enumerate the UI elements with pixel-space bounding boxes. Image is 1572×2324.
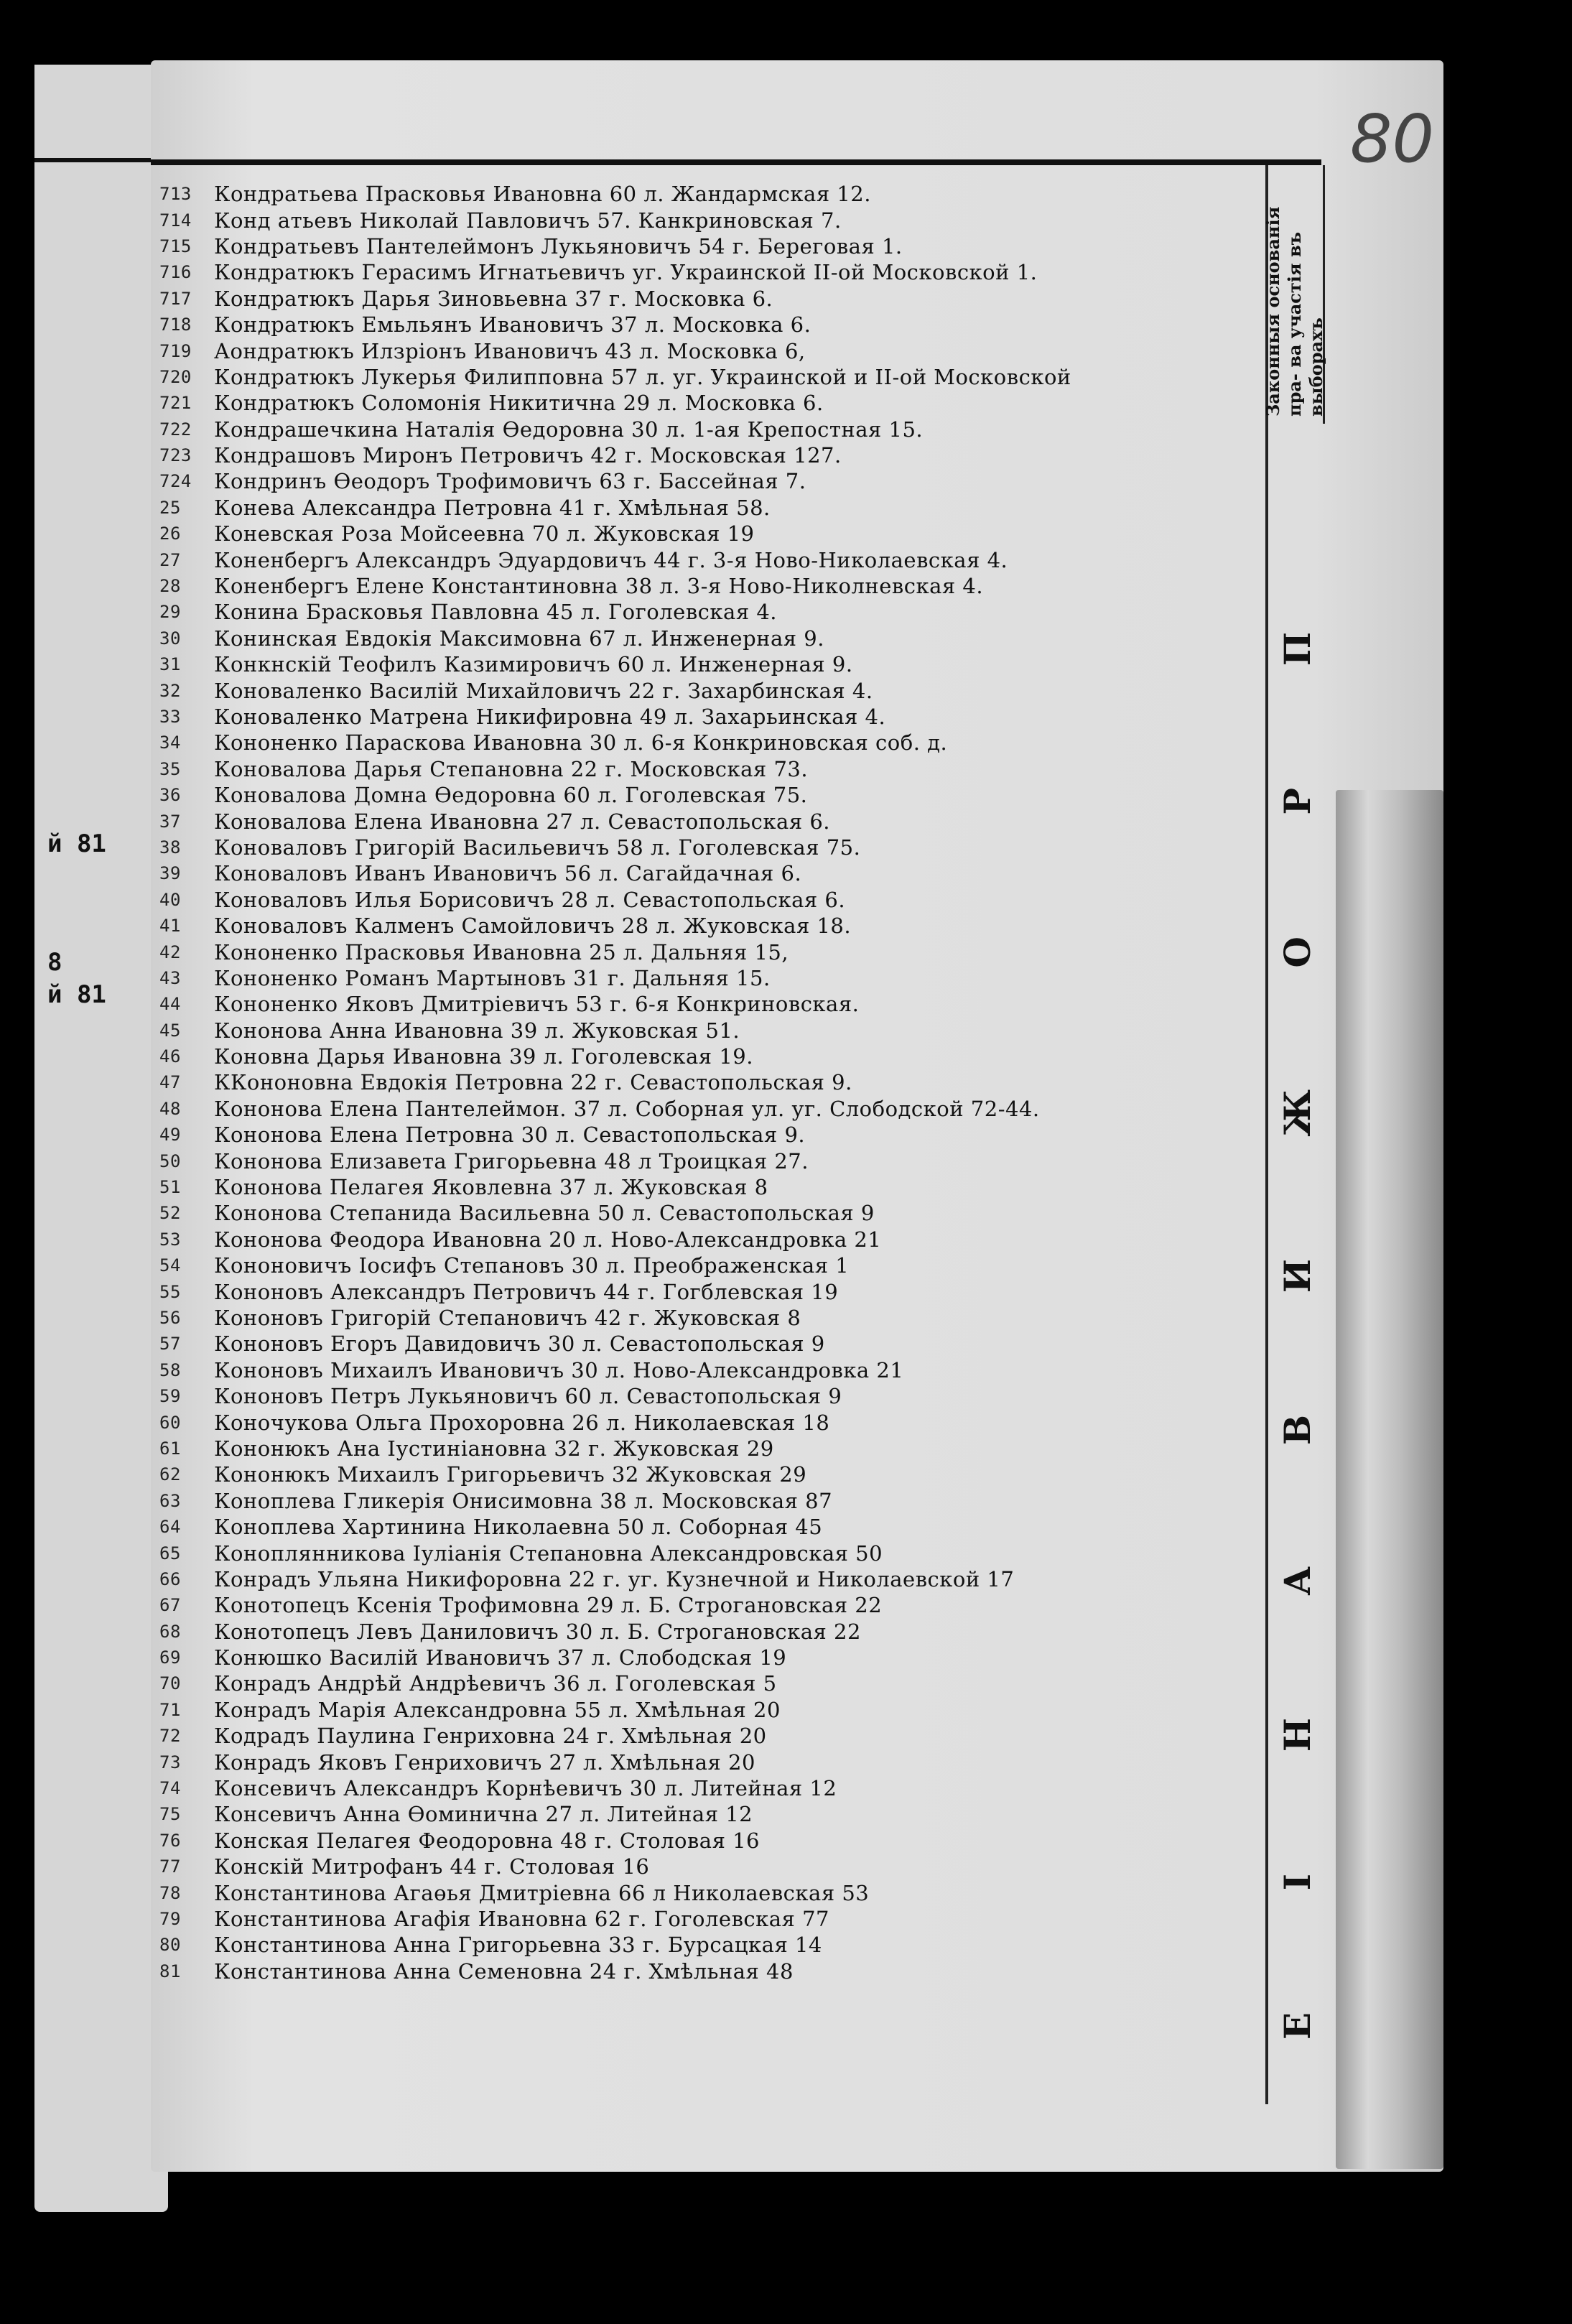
list-item: [159, 1670, 1258, 1696]
entry-text: Кононова Елена Пантелеймон. 37 л. Соборная ул. уг. Слободской 72-44.: [214, 1096, 1040, 1121]
entry-number: 75: [159, 1804, 181, 1825]
entry-text: Коноваловъ Иванъ Ивановичъ 56 л. Сагайдачная 6.: [214, 861, 802, 886]
list-item: [159, 1383, 1258, 1409]
entry-text: Коночукова Ольга Прохоровна 26 л. Николаевская 18: [214, 1410, 830, 1435]
entry-number: 70: [159, 1673, 181, 1694]
list-item: [159, 207, 1258, 233]
list-item: [159, 1566, 1258, 1592]
entry-number: 33: [159, 707, 181, 727]
ledger-list: [159, 181, 1258, 1984]
entry-text: Кононова Елизавета Григорьевна 48 л Троицкая 27.: [214, 1148, 809, 1173]
entry-number: 59: [159, 1386, 181, 1407]
entry-number: 66: [159, 1568, 181, 1589]
entry-text: Кононенко Прасковья Ивановна 25 л. Дальняя 15,: [214, 939, 789, 965]
entry-text: Коневская Роза Мойсеевна 70 л. Жуковская 19: [214, 521, 755, 547]
entry-text: Конская Пелагея Феодоровна 48 г. Столовая 16: [214, 1828, 760, 1853]
entry-number: 715: [159, 236, 192, 256]
entry-text: Коноваловъ Григорій Васильевичъ 58 л. Гоголевская 75.: [214, 835, 861, 860]
list-item: [159, 887, 1258, 913]
entry-number: 46: [159, 1046, 181, 1067]
entry-number: 43: [159, 967, 181, 988]
list-item: [159, 730, 1258, 756]
entry-text: Конрадъ Марія Александровна 55 л. Хмѣльная 20: [214, 1697, 781, 1722]
list-item: [159, 338, 1258, 363]
entry-number: 719: [159, 340, 192, 361]
entry-text: Кодрадъ Паулина Генриховна 24 г. Хмѣльная 20: [214, 1724, 767, 1749]
entry-number: 722: [159, 419, 192, 440]
list-item: [159, 1200, 1258, 1226]
list-item: [159, 835, 1258, 860]
entry-text: Константинова Анна Григорьевна 33 г. Бурсацкая 14: [214, 1933, 822, 1958]
entry-number: 58: [159, 1359, 181, 1380]
list-item: [159, 364, 1258, 390]
entry-text: Коновалова Елена Ивановна 27 л. Севастопольская 6.: [214, 809, 830, 834]
entry-number: 31: [159, 654, 181, 675]
column-title-letter: В: [1275, 1414, 1318, 1445]
entry-text: Конд атьевъ Николай Павловичъ 57. Канкриновская 7.: [214, 208, 842, 233]
entry-text: Кононенко Яковъ Дмитріевичъ 53 г. 6-я Конкриновская.: [214, 992, 860, 1017]
entry-text: Конскій Митрофанъ 44 г. Столовая 16: [214, 1854, 650, 1879]
entry-text: Кондратьевъ Пантелеймонъ Лукьяновичъ 54 г. Береговая 1.: [214, 233, 903, 259]
entry-number: 72: [159, 1726, 181, 1747]
list-item: [159, 390, 1258, 416]
column-title-letter: Е: [1275, 2012, 1318, 2040]
list-item: [159, 991, 1258, 1017]
list-item: [159, 1252, 1258, 1278]
list-item: [159, 913, 1258, 939]
entry-number: 78: [159, 1882, 181, 1903]
entry-text: Аондратюкъ Илзріонъ Ивановичъ 43 л. Московка 6,: [214, 338, 806, 363]
entry-text: Конюшко Василій Ивановичъ 37 л. Слободская 19: [214, 1645, 787, 1670]
entry-number: 80: [159, 1935, 181, 1956]
list-item: [159, 1305, 1258, 1331]
entry-number: 55: [159, 1281, 181, 1302]
entry-text: Кононовъ Михаилъ Ивановичъ 30 л. Ново-Александровка 21: [214, 1357, 904, 1382]
entry-text: Кондрашечкина Наталія Өедоровна 30 л. 1-ая Крепостная 15.: [214, 417, 924, 442]
entry-text: Консевичъ Анна Өоминична 27 л. Литейная 12: [214, 1802, 753, 1827]
entry-number: 723: [159, 445, 192, 466]
entry-text: Кононюкъ Ана Іустиніановна 32 г. Жуковская 29: [214, 1436, 774, 1461]
entry-text: Коненбергъ Елене Константиновна 38 л. 3-я Ново-Николневская 4.: [214, 574, 984, 599]
entry-number: 68: [159, 1621, 181, 1642]
entry-number: 52: [159, 1203, 181, 1224]
entry-text: Коноваленко Василій Михайловичъ 22 г. Захарбинская 4.: [214, 678, 873, 703]
entry-text: Кононовъ Александръ Петровичъ 44 г. Гогблевская 19: [214, 1279, 839, 1304]
entry-text: Кононовъ Григорій Степановичъ 42 г. Жуковская 8: [214, 1305, 801, 1330]
entry-text: Кондринъ Өеодоръ Трофимовичъ 63 г. Бассейная 7.: [214, 469, 806, 494]
entry-text: Конрадъ Ульяна Никифоровна 22 г. уг. Кузнечной и Николаевской 17: [214, 1566, 1015, 1591]
list-item: [159, 1044, 1258, 1069]
entry-number: 32: [159, 680, 181, 701]
adjacent-page-fragment: 8: [47, 948, 62, 977]
entry-number: 26: [159, 524, 181, 544]
entry-number: 36: [159, 785, 181, 806]
list-item: [159, 782, 1258, 808]
list-item: [159, 468, 1258, 494]
list-item: [159, 1488, 1258, 1514]
list-item: [159, 442, 1258, 468]
entry-number: 29: [159, 602, 181, 623]
entry-text: Кондратюкъ Емьльянъ Ивановичъ 37 л. Московка 6.: [214, 312, 811, 338]
list-item: [159, 259, 1258, 285]
entry-text: Кононенко Параскова Ивановна 30 л. 6-я Конкриновская соб. д.: [214, 730, 948, 756]
entry-number: 73: [159, 1752, 181, 1772]
entry-text: Консевичъ Александръ Корнѣевичъ 30 л. Литейная 12: [214, 1776, 837, 1801]
adjacent-page-fragment: й 81: [47, 980, 106, 1009]
column-header-text: Законныя основанія пра- ва участія въ выборахъ: [1262, 206, 1326, 417]
entry-number: 69: [159, 1647, 181, 1668]
entry-text: Кононовъ Егоръ Давидовичъ 30 л. Севастопольская 9: [214, 1331, 825, 1357]
entry-text: Коновалова Дарья Степановна 22 г. Московская 73.: [214, 756, 809, 781]
list-item: [159, 599, 1258, 625]
entry-text: Конева Александра Петровна 41 г. Хмѣльная 58.: [214, 495, 771, 520]
entry-text: Конотопецъ Левъ Даниловичъ 30 л. Б. Строгановская 22: [214, 1619, 861, 1644]
entry-number: 42: [159, 942, 181, 962]
list-item: [159, 233, 1258, 259]
entry-text: Конрадъ Андрѣй Андрѣевичъ 36 л. Гоголевская 5: [214, 1671, 777, 1696]
entry-number: 56: [159, 1307, 181, 1328]
entry-number: 718: [159, 315, 192, 335]
column-title-letter: І: [1275, 1873, 1318, 1891]
entry-text: Кондратьева Прасковья Ивановна 60 л. Жандармская 12.: [214, 182, 871, 207]
entry-number: 714: [159, 210, 192, 231]
list-item: [159, 626, 1258, 651]
entry-number: 77: [159, 1856, 181, 1877]
adjacent-page-fragment: й 81: [47, 829, 106, 858]
entry-text: Кондратюкъ Лукерья Филипповна 57 л. уг. Украинской и II-ой Московской: [214, 364, 1071, 389]
list-item: [159, 1879, 1258, 1905]
entry-number: 39: [159, 863, 181, 884]
adjacent-page-rule: [34, 158, 168, 162]
entry-text: Коненбергъ Александръ Эдуардовичъ 44 г. 3-я Ново-Николаевская 4.: [214, 547, 1008, 572]
column-title-letter: О: [1275, 936, 1318, 968]
list-item: [159, 1723, 1258, 1749]
entry-number: 38: [159, 837, 181, 857]
entry-number: 67: [159, 1595, 181, 1616]
entry-text: Кононюкъ Михаилъ Григорьевичъ 32 Жуковская 29: [214, 1462, 807, 1487]
list-item: [159, 1409, 1258, 1435]
entry-text: Кононова Пелагея Яковлевна 37 л. Жуковская 8: [214, 1175, 768, 1200]
entry-text: Кондрашовъ Миронъ Петровичъ 42 г. Московская 127.: [214, 443, 842, 468]
entry-number: 57: [159, 1334, 181, 1354]
entry-number: 48: [159, 1098, 181, 1119]
list-item: [159, 1096, 1258, 1122]
entry-text: Кононова Феодора Ивановна 20 л. Ново-Александровка 21: [214, 1227, 882, 1252]
entry-number: 724: [159, 471, 192, 492]
entry-number: 49: [159, 1125, 181, 1145]
entry-text: Коноваловъ Илья Борисовичъ 28 л. Севастопольская 6.: [214, 887, 846, 912]
entry-text: Коноваловъ Калменъ Самойловичъ 28 л. Жуковская 18.: [214, 914, 852, 939]
list-item: [159, 651, 1258, 677]
list-item: [159, 1958, 1258, 1984]
entry-number: 53: [159, 1229, 181, 1250]
list-item: [159, 1906, 1258, 1932]
entry-text: Кононова Анна Ивановна 39 л. Жуковская 51.: [214, 1018, 740, 1043]
entry-number: 47: [159, 1072, 181, 1093]
entry-number: 76: [159, 1830, 181, 1851]
list-item: [159, 1148, 1258, 1173]
entry-text: Коноплянникова Іуліанія Степановна Александровская 50: [214, 1540, 883, 1566]
column-title-letter: П: [1275, 632, 1318, 666]
entry-text: Коноплева Гликерія Онисимовна 38 л. Московская 87: [214, 1488, 833, 1513]
entry-number: 25: [159, 497, 181, 518]
entry-number: 34: [159, 733, 181, 753]
list-item: [159, 1697, 1258, 1723]
list-item: [159, 1540, 1258, 1566]
list-item: [159, 756, 1258, 782]
column-title-residence: [1268, 632, 1326, 2040]
entry-text: Константинова Агаөья Дмитріевна 66 л Николаевская 53: [214, 1880, 870, 1905]
entry-text: Кононовичъ Іосифъ Степановъ 30 л. Преображенская 1: [214, 1253, 850, 1278]
list-item: [159, 1461, 1258, 1487]
entry-number: 50: [159, 1151, 181, 1171]
list-item: [159, 1801, 1258, 1827]
entry-text: Конина Брасковья Павловна 45 л. Гоголевская 4.: [214, 600, 778, 625]
inserted-slips: [1336, 790, 1443, 2169]
list-item: [159, 1932, 1258, 1958]
list-item: [159, 495, 1258, 521]
list-item: [159, 1618, 1258, 1644]
entry-number: 60: [159, 1412, 181, 1433]
entry-text: Конинская Евдокія Максимовна 67 л. Инженерная 9.: [214, 626, 824, 651]
column-header-note: [1262, 172, 1326, 417]
list-item: [159, 1357, 1258, 1383]
entry-number: 81: [159, 1961, 181, 1981]
list-item: [159, 312, 1258, 338]
entry-number: 63: [159, 1490, 181, 1511]
list-item: [159, 547, 1258, 572]
entry-text: Коновна Дарья Ивановна 39 л. Гоголевская 19.: [214, 1044, 753, 1069]
column-title-letter: Ж: [1275, 1089, 1318, 1137]
entry-text: Конкнскій Теофилъ Казимировичъ 60 л. Инженерная 9.: [214, 652, 853, 677]
entry-number: 30: [159, 628, 181, 649]
list-item: [159, 181, 1258, 207]
entry-text: Конотопецъ Ксенія Трофимовна 29 л. Б. Строгановская 22: [214, 1593, 883, 1618]
entry-text: Кондратюкъ Дарья Зиновьевна 37 г. Московка 6.: [214, 286, 773, 311]
list-item: [159, 1828, 1258, 1854]
list-item: [159, 1069, 1258, 1095]
entry-number: 713: [159, 184, 192, 205]
entry-text: Коновалова Домна Өедоровна 60 л. Гоголевская 75.: [214, 783, 808, 808]
entry-number: 45: [159, 1020, 181, 1041]
list-item: [159, 1592, 1258, 1618]
list-item: [159, 939, 1258, 965]
column-title-letter: Р: [1275, 787, 1318, 815]
list-item: [159, 677, 1258, 703]
list-item: [159, 965, 1258, 991]
entry-text: Константинова Агафія Ивановна 62 г. Гоголевская 77: [214, 1906, 829, 1931]
entry-number: 716: [159, 262, 192, 283]
column-title-letter: Н: [1275, 1717, 1318, 1752]
entry-text: Кононовъ Петръ Лукьяновичъ 60 л. Севастопольская 9: [214, 1384, 842, 1409]
list-item: [159, 1122, 1258, 1148]
entry-number: 41: [159, 916, 181, 936]
list-item: [159, 1174, 1258, 1200]
entry-text: Кононова Степанида Васильевна 50 л. Севастопольская 9: [214, 1201, 875, 1226]
column-title-letter: А: [1275, 1566, 1318, 1596]
entry-number: 62: [159, 1464, 181, 1485]
entry-number: 61: [159, 1438, 181, 1459]
list-item: [159, 1854, 1258, 1879]
list-item: [159, 1775, 1258, 1801]
list-item: [159, 860, 1258, 886]
entry-text: ККононовна Евдокія Петровна 22 г. Севастопольская 9.: [214, 1070, 852, 1095]
list-item: [159, 573, 1258, 599]
entry-number: 717: [159, 288, 192, 309]
entry-text: Кондратюкъ Герасимъ Игнатьевичъ уг. Украинской II-ой Московской 1.: [214, 260, 1038, 285]
list-item: [159, 1331, 1258, 1357]
entry-number: 35: [159, 758, 181, 779]
entry-text: Кононова Елена Петровна 30 л. Севастопольская 9.: [214, 1123, 806, 1148]
page-number: 80: [1350, 101, 1435, 177]
list-item: [159, 704, 1258, 730]
list-item: [159, 1645, 1258, 1670]
list-item: [159, 808, 1258, 834]
list-item: [159, 417, 1258, 442]
entry-text: Кононенко Романъ Мартыновъ 31 г. Дальняя 15.: [214, 965, 771, 990]
entry-number: 79: [159, 1908, 181, 1929]
list-item: [159, 1278, 1258, 1304]
adjacent-page-strip: [34, 65, 168, 2212]
entry-number: 27: [159, 549, 181, 570]
entry-text: Константинова Анна Семеновна 24 г. Хмѣльная 48: [214, 1958, 794, 1984]
entry-number: 37: [159, 811, 181, 832]
entry-number: 720: [159, 366, 192, 387]
list-item: [159, 1749, 1258, 1775]
entry-number: 44: [159, 994, 181, 1015]
entry-number: 64: [159, 1517, 181, 1538]
entry-text: Конрадъ Яковъ Генриховичъ 27 л. Хмѣльная 20: [214, 1749, 755, 1775]
list-item: [159, 286, 1258, 312]
entry-text: Коноваленко Матрена Никифировна 49 л. Захарьинская 4.: [214, 705, 886, 729]
list-item: [159, 521, 1258, 547]
list-item: [159, 1227, 1258, 1252]
entry-number: 74: [159, 1778, 181, 1799]
entry-number: 40: [159, 889, 181, 910]
entry-number: 65: [159, 1543, 181, 1563]
list-item: [159, 1018, 1258, 1044]
header-rule: [151, 159, 1321, 165]
list-item: [159, 1436, 1258, 1461]
entry-number: 721: [159, 393, 192, 414]
list-item: [159, 1514, 1258, 1540]
entry-number: 28: [159, 576, 181, 597]
entry-text: Коноплева Хартинина Николаевна 50 л. Соборная 45: [214, 1515, 823, 1540]
entry-number: 71: [159, 1699, 181, 1720]
column-title-letter: И: [1275, 1258, 1318, 1293]
entry-number: 51: [159, 1177, 181, 1198]
entry-text: Кондратюкъ Соломонія Никитична 29 л. Московка 6.: [214, 391, 824, 416]
entry-number: 54: [159, 1255, 181, 1276]
